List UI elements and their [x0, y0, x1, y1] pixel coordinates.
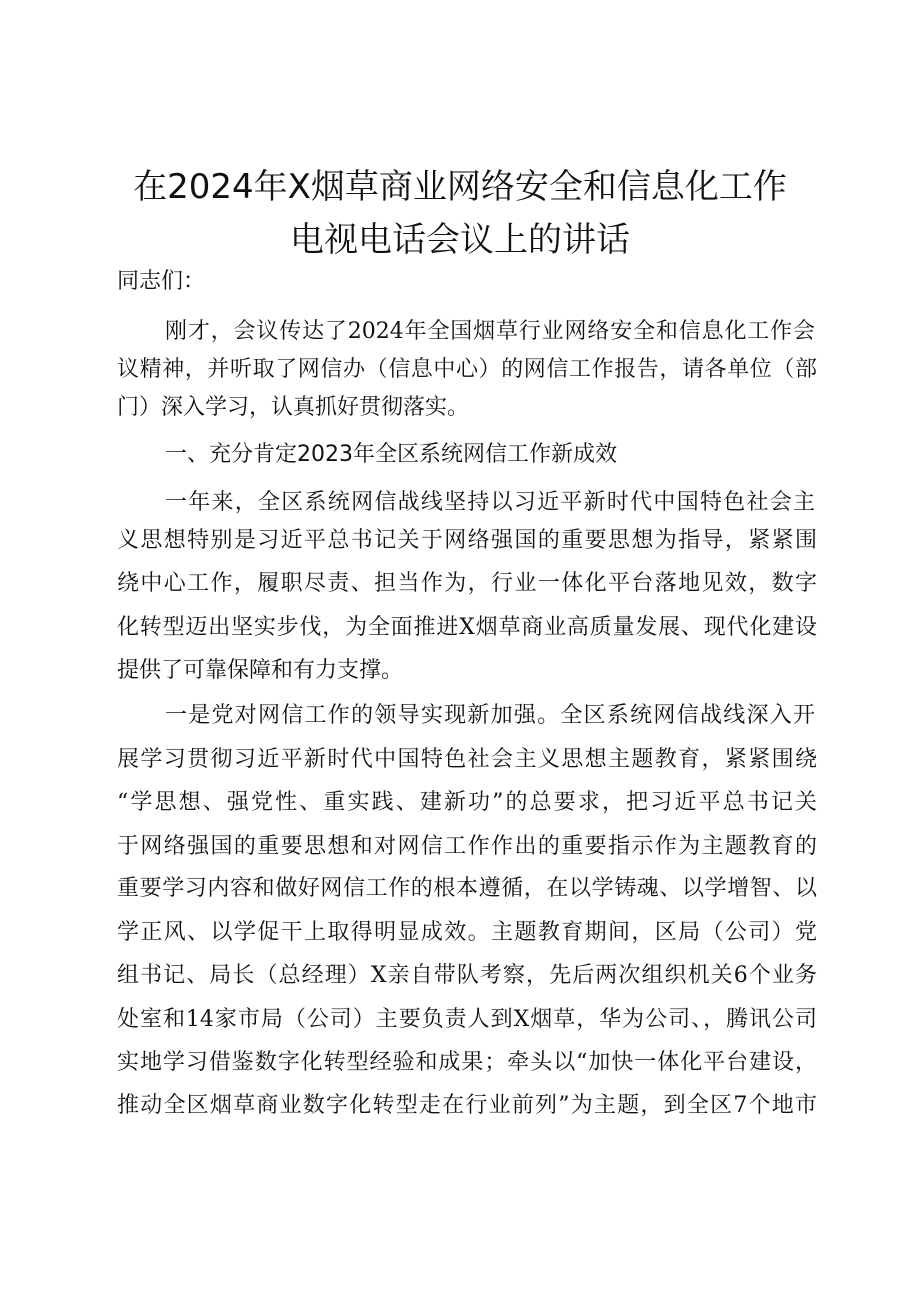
paragraph-1-line-2: 议精神，并听取了网信办（信息中心）的网信工作报告，请各单位（部 [117, 357, 817, 382]
paragraph-3-line-7: 组书记、局长（总经理）X亲自带队考察，先后两次组织机关6个业务 [117, 963, 817, 988]
salutation: 同志们： [117, 269, 206, 294]
paragraph-3-line-5: 重要学习内容和做好网信工作的根本遵循，在以学铸魂、以学增智、以 [117, 876, 817, 901]
paragraph-3-line-2: 展学习贯彻习近平新时代中国特色社会主义思想主题教育，紧紧围绕 [117, 747, 817, 772]
paragraph-2-line-3: 绕中心工作，履职尽责、担当作为，行业一体化平台落地见效，数字 [117, 571, 817, 596]
paragraph-1-line-3: 门）深入学习，认真抓好贯彻落实。 [117, 395, 470, 420]
paragraph-2-line-4: 化转型迈出坚实步伐，为全面推进X烟草商业高质量发展、现代化建设 [117, 615, 817, 640]
paragraph-3-line-6: 学正风、以学促干上取得明显成效。主题教育期间，区局（公司）党 [117, 920, 817, 945]
paragraph-3-line-9: 实地学习借鉴数字化转型经验和成果；牵头以“加快一体化平台建设， [117, 1050, 817, 1075]
paragraph-1-line-1: 刚才，会议传达了2024年全国烟草行业网络安全和信息化工作会 [165, 319, 815, 344]
paragraph-3-line-4: 于网络强国的重要思想和对网信工作作出的重要指示作为主题教育的 [117, 834, 817, 859]
paragraph-3-line-10: 推动全区烟草商业数字化转型走在行业前列”为主题，到全区7个地市 [117, 1093, 817, 1118]
paragraph-2-line-2: 义思想特别是习近平总书记关于网络强国的重要思想为指导，紧紧围 [117, 528, 817, 553]
paragraph-2-line-1: 一年来，全区系统网信战线坚持以习近平新时代中国特色社会主 [165, 490, 815, 515]
paragraph-3-line-1: 一是党对网信工作的领导实现新加强。全区系统网信战线深入开 [165, 703, 815, 728]
paragraph-3-line-3: “学思想、强党性、重实践、建新功”的总要求，把习近平总书记关 [117, 790, 817, 815]
document-title-line-1: 在2024年X烟草商业网络安全和信息化工作 [133, 167, 787, 207]
paragraph-3-line-8: 处室和14家市局（公司）主要负责人到X烟草，华为公司、，腾讯公司 [117, 1007, 817, 1032]
paragraph-2-line-5: 提供了可靠保障和有力支撑。 [117, 658, 404, 683]
document-title-line-2: 电视电话会议上的讲话 [290, 220, 630, 260]
section-1-heading: 一、充分肯定2023年全区系统网信工作新成效 [165, 442, 617, 467]
